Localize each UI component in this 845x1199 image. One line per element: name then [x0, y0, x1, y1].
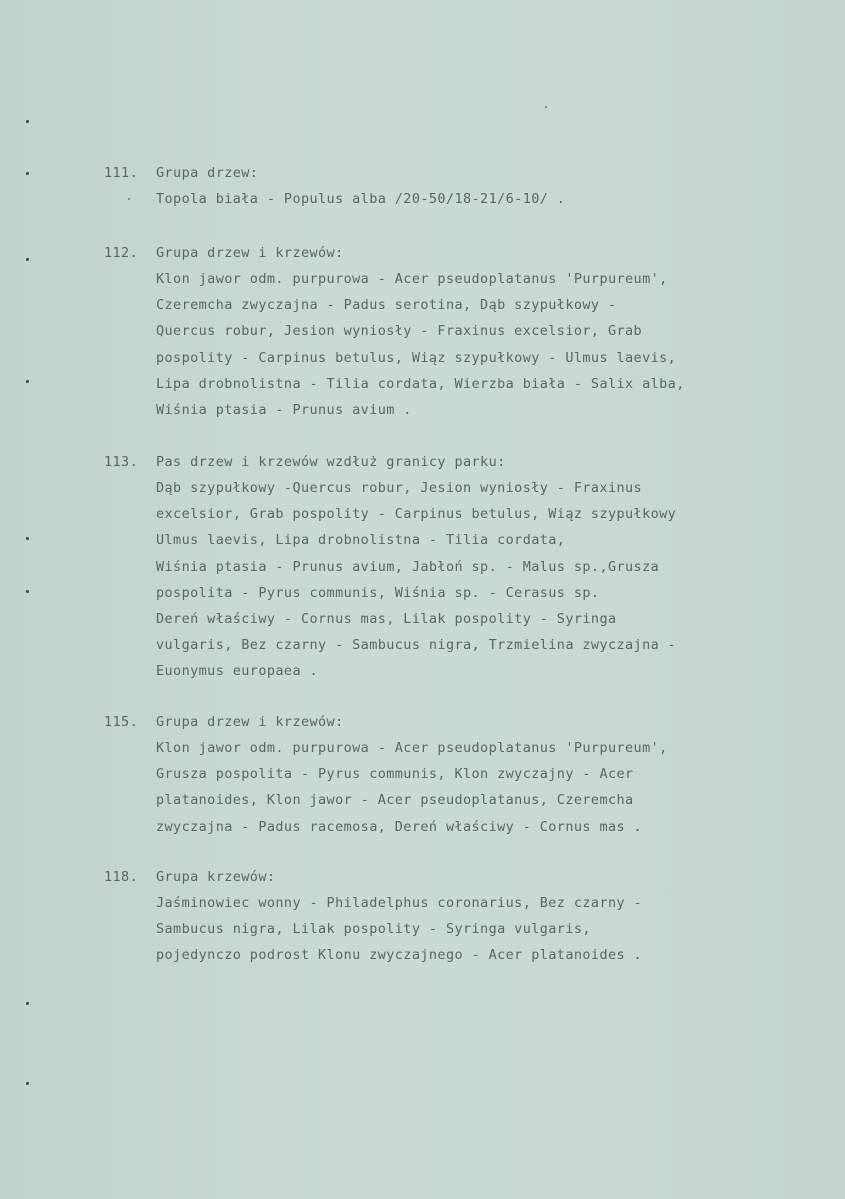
entry-heading-row [104, 160, 804, 186]
entry-number: 111. [104, 165, 139, 181]
entry-line: zwyczajna - Padus racemosa, Dereń właściwy - Cornus mas . [156, 818, 643, 835]
entry-line: Ulmus laevis, Lipa drobnolistna - Tilia cordata, [156, 532, 566, 549]
entry-body [156, 735, 804, 840]
entry-number: 113. [104, 454, 139, 470]
entry-line: excelsior, Grab pospolity - Carpinus betulus, Wiąz szypułkowy [156, 506, 677, 523]
entry-heading: Grupa drzew i krzewów: [156, 245, 344, 261]
entry-line: vulgaris, Bez czarny - Sambucus nigra, Trzmielina zwyczajna - [156, 637, 677, 654]
punch-mark [26, 380, 29, 383]
entry-115 [104, 709, 804, 840]
entry-line: pospolita - Pyrus communis, Wiśnia sp. - Cerasus sp. [156, 584, 600, 601]
entry-113 [104, 449, 804, 685]
entry-line: Jaśminowiec wonny - Philadelphus coronarius, Bez czarny - [156, 895, 643, 911]
entry-118 [104, 864, 804, 969]
entry-body [156, 890, 804, 969]
entry-heading: Grupa drzew: [156, 165, 259, 181]
entry-number: 118. [104, 869, 139, 885]
entry-line: platanoides, Klon jawor - Acer pseudoplatanus, Czeremcha [156, 792, 634, 809]
entry-heading: Pas drzew i krzewów wzdłuż granicy parku: [156, 454, 506, 470]
entry-line: pospolity - Carpinus betulus, Wiąz szypułkowy - Ulmus laevis, [156, 349, 677, 366]
entry-heading: Grupa krzewów: [156, 869, 276, 885]
entry-line: Dereń właściwy - Cornus mas, Lilak pospolity - Syringa [156, 611, 617, 628]
entry-line: pojedynczo podrost Klonu zwyczajnego - Acer platanoides . [156, 947, 643, 964]
entry-111 [104, 160, 804, 212]
entry-body [156, 266, 804, 423]
entry-line: Klon jawor odm. purpurowa - Acer pseudoplatanus 'Purpureum', [156, 740, 668, 756]
entry-line: Czeremcha zwyczajna - Padus serotina, Dąb szypułkowy - [156, 297, 617, 314]
entry-heading: Grupa drzew i krzewów: [156, 714, 344, 730]
entry-body [156, 186, 804, 212]
punch-mark [26, 172, 29, 175]
entry-line: Lipa drobnolistna - Tilia cordata, Wierzba biała - Salix alba, [156, 375, 685, 392]
entry-line: Sambucus nigra, Lilak pospolity - Syringa vulgaris, [156, 921, 591, 938]
entry-heading-row [104, 864, 804, 890]
punch-mark [26, 1002, 29, 1005]
punch-mark [26, 1082, 29, 1085]
entry-line: Topola biała - Populus alba /20-50/18-21/6-10/ . [156, 191, 566, 207]
punch-mark [26, 537, 29, 540]
entry-line: Dąb szypułkowy -Quercus robur, Jesion wyniosły - Fraxinus [156, 480, 643, 496]
entry-line: Klon jawor odm. purpurowa - Acer pseudoplatanus 'Purpureum', [156, 271, 668, 287]
punch-mark [26, 258, 29, 261]
entry-number: 112. [104, 245, 139, 261]
entry-heading-row [104, 709, 804, 735]
entry-112 [104, 240, 804, 423]
entry-line: Quercus robur, Jesion wyniosły - Fraxinus excelsior, Grab [156, 323, 643, 340]
entry-line: Grusza pospolita - Pyrus communis, Klon zwyczajny - Acer [156, 766, 634, 783]
punch-mark [26, 590, 29, 593]
entry-body [156, 475, 804, 685]
entry-number: 115. [104, 714, 139, 730]
entry-line: Wiśnia ptasia - Prunus avium . [156, 402, 412, 419]
entry-heading-row [104, 240, 804, 266]
paper-speck [545, 106, 547, 108]
punch-mark [26, 120, 29, 123]
entry-line: Euonymus europaea . [156, 663, 319, 680]
entry-heading-row [104, 449, 804, 475]
entry-line: Wiśnia ptasia - Prunus avium, Jabłoń sp. - Malus sp.,Grusza [156, 558, 660, 575]
